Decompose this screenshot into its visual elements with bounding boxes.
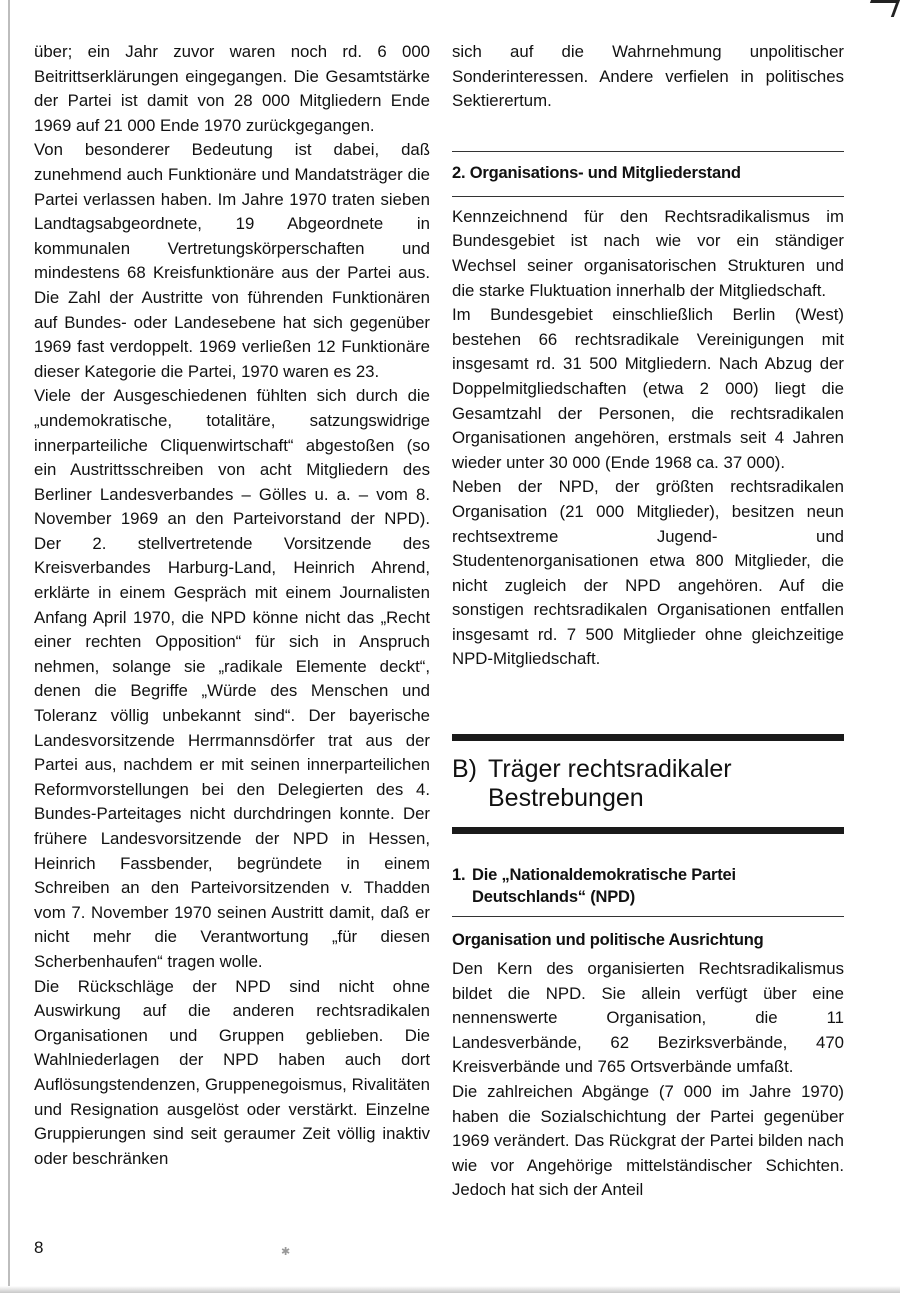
right-column (452, 40, 844, 1203)
section-b-heading (452, 755, 844, 813)
section-b-top-rule (452, 734, 844, 741)
section-b-title-line2: Bestrebungen (488, 784, 644, 813)
section-b-bottom-rule (452, 827, 844, 834)
page-number: 8 (34, 1238, 44, 1257)
page-edge-left (8, 0, 10, 1293)
section-2-heading: 2. Organisations- und Mitgliederstand (452, 163, 741, 182)
subsection-1-heading (452, 864, 844, 908)
subsection-1-title-line2: Deutschlands“ (NPD) (472, 888, 636, 907)
corner-mark (865, 0, 900, 17)
paragraph-left-2: Von besonderer Bedeutung ist dabei, daß zunehmend auch Funktionäre und Mandatsträger die Partei verlassen haben. Im Jahre 1970 traten sieben Landtagsabgeordnete, 19 Abgeordnete in kommunalen Vertretungskörperschaften und mindestens 68 Kreisfunktionäre aus der Partei aus. Die Zahl der Austritte von führenden Funktionären auf Bundes- oder Landesebene hat sich gegenüber 1969 fast verdoppelt. 1969 verließen 12 Funktionäre dieser Kategorie die Partei, 1970 waren es 23. (34, 140, 430, 381)
paragraph-right-4: Den Kern des organisierten Rechtsradikalismus bildet die NPD. Sie allein verfügt über eine nennenswerte Organisation, die 11 Landesverbände, 62 Bezirksverbände, 470 Kreisverbände und 765 Ortsverbände umfaßt. (452, 959, 844, 1077)
paragraph-right-3: Neben der NPD, der größten rechtsradikalen Organisation (21 000 Mitglieder), besitzen neun rechtsextreme Jugend- und Studentenorganisationen etwa 800 Mitglieder, die nicht zugleich der NPD angehören. Auf die sonstigen rechtsradikalen Organisationen entfallen insgesamt rd. 7 500 Mitglieder ohne gleichzeitige NPD-Mitgliedschaft. (452, 477, 844, 669)
subheading-organisation: Organisation und politische Ausrichtung (452, 931, 764, 950)
scan-speck: ✱ (281, 1246, 291, 1258)
section-b-title-line1: Träger rechtsradikaler (488, 755, 732, 784)
paragraph-right-5: Die zahlreichen Abgänge (7 000 im Jahre 1970) haben die Sozialschichtung der Partei gegenüber 1969 verändert. Das Rückgrat der Partei bilden nach wie vor Angehörige mittelständischer Schichten. Jedoch hat sich der Anteil (452, 1082, 844, 1200)
paragraph-right-intro: sich auf die Wahrnehmung unpolitischer Sonderinteressen. Andere verfielen in politisches Sektierertum. (452, 42, 844, 111)
paragraph-right-1: Kennzeichnend für den Rechtsradikalismus im Bundesgebiet ist nach wie vor ein ständiger Wechsel seiner organisatorischen Strukturen und die starke Fluktuation innerhalb der Mitgliedschaft. (452, 206, 844, 300)
subsection-1-title-line1: Die „Nationaldemokratische Partei (472, 866, 736, 885)
subsection-1-number: 1. (452, 866, 466, 885)
section-b-letter: B) (452, 755, 477, 784)
paragraph-left-1: über; ein Jahr zuvor waren noch rd. 6 000 Beitrittserklärungen eingegangen. Die Gesamtstärke der Partei ist damit von 28 000 Mitgliedern Ende 1969 auf 21 000 Ende 1970 zurückgegangen. (34, 42, 430, 135)
paragraph-left-3: Viele der Ausgeschiedenen fühlten sich durch die „undemokratische, totalitäre, satzungswidrige innerparteiliche Cliquenwirtschaft“ abgestoßen (so ein Austrittsschreiben von acht Mitgliedern des Berliner Landesverbandes – Gölles u. a. – vom 8. November 1969 an den Parteivorstand der NPD). Der 2. stellvertretende Vorsitzende des Kreisverbandes Harburg-Land, Heinrich Ahrend, erklärte in einem Gespräch mit einem Journalisten Anfang April 1970, die NPD könne nicht das „Recht einer rechten Opposition“ für sich in Anspruch nehmen, solange sie „radikale Elemente deckt“, denen die Begriffe „Würde des Menschen und Toleranz völlig unbekannt sind“. Der bayerische Landesvorsitzende Herrmannsdörfer trat aus der Partei aus, nachdem er mit seinen innerparteilichen Reformvorstellungen bei den Delegierten des 4. Bundes-Parteitages nicht durchdringen konnte. Der frühere Landesvorsitzende der NPD in Hessen, Heinrich Fassbender, begründete in einem Schreiben an den Parteivorsitzenden v. Thadden vom 7. November 1970 seinen Austritt damit, daß er nicht mehr die Verantwortung „für diesen Scherbenhaufen“ tragen wolle. (34, 386, 430, 971)
paragraph-left-4: Die Rückschläge der NPD sind nicht ohne Auswirkung auf die anderen rechtsradikalen Organisationen und Gruppen geblieben. Die Wahlniederlagen der NPD haben auch dort Auflösungstendenzen, Gruppenegoismus, Rivalitäten und Resignation ausgelöst oder verstärkt. Einzelne Gruppierungen sind seit geraumer Zeit völlig inaktiv oder beschränken (34, 976, 430, 1168)
page-edge-bottom (0, 1286, 900, 1293)
paragraph-right-2: Im Bundesgebiet einschließlich Berlin (West) bestehen 66 rechtsradikale Vereinigungen mit insgesamt rd. 31 500 Mitgliedern. Nach Abzug der Doppelmitgliedschaften (etwa 2 000) liegt die Gesamtzahl der Personen, die rechtsradikalen Organisationen angehören, erstmals seit 4 Jahren wieder unter 30 000 (Ende 1968 ca. 37 000). (452, 305, 844, 472)
left-column (34, 40, 430, 1171)
